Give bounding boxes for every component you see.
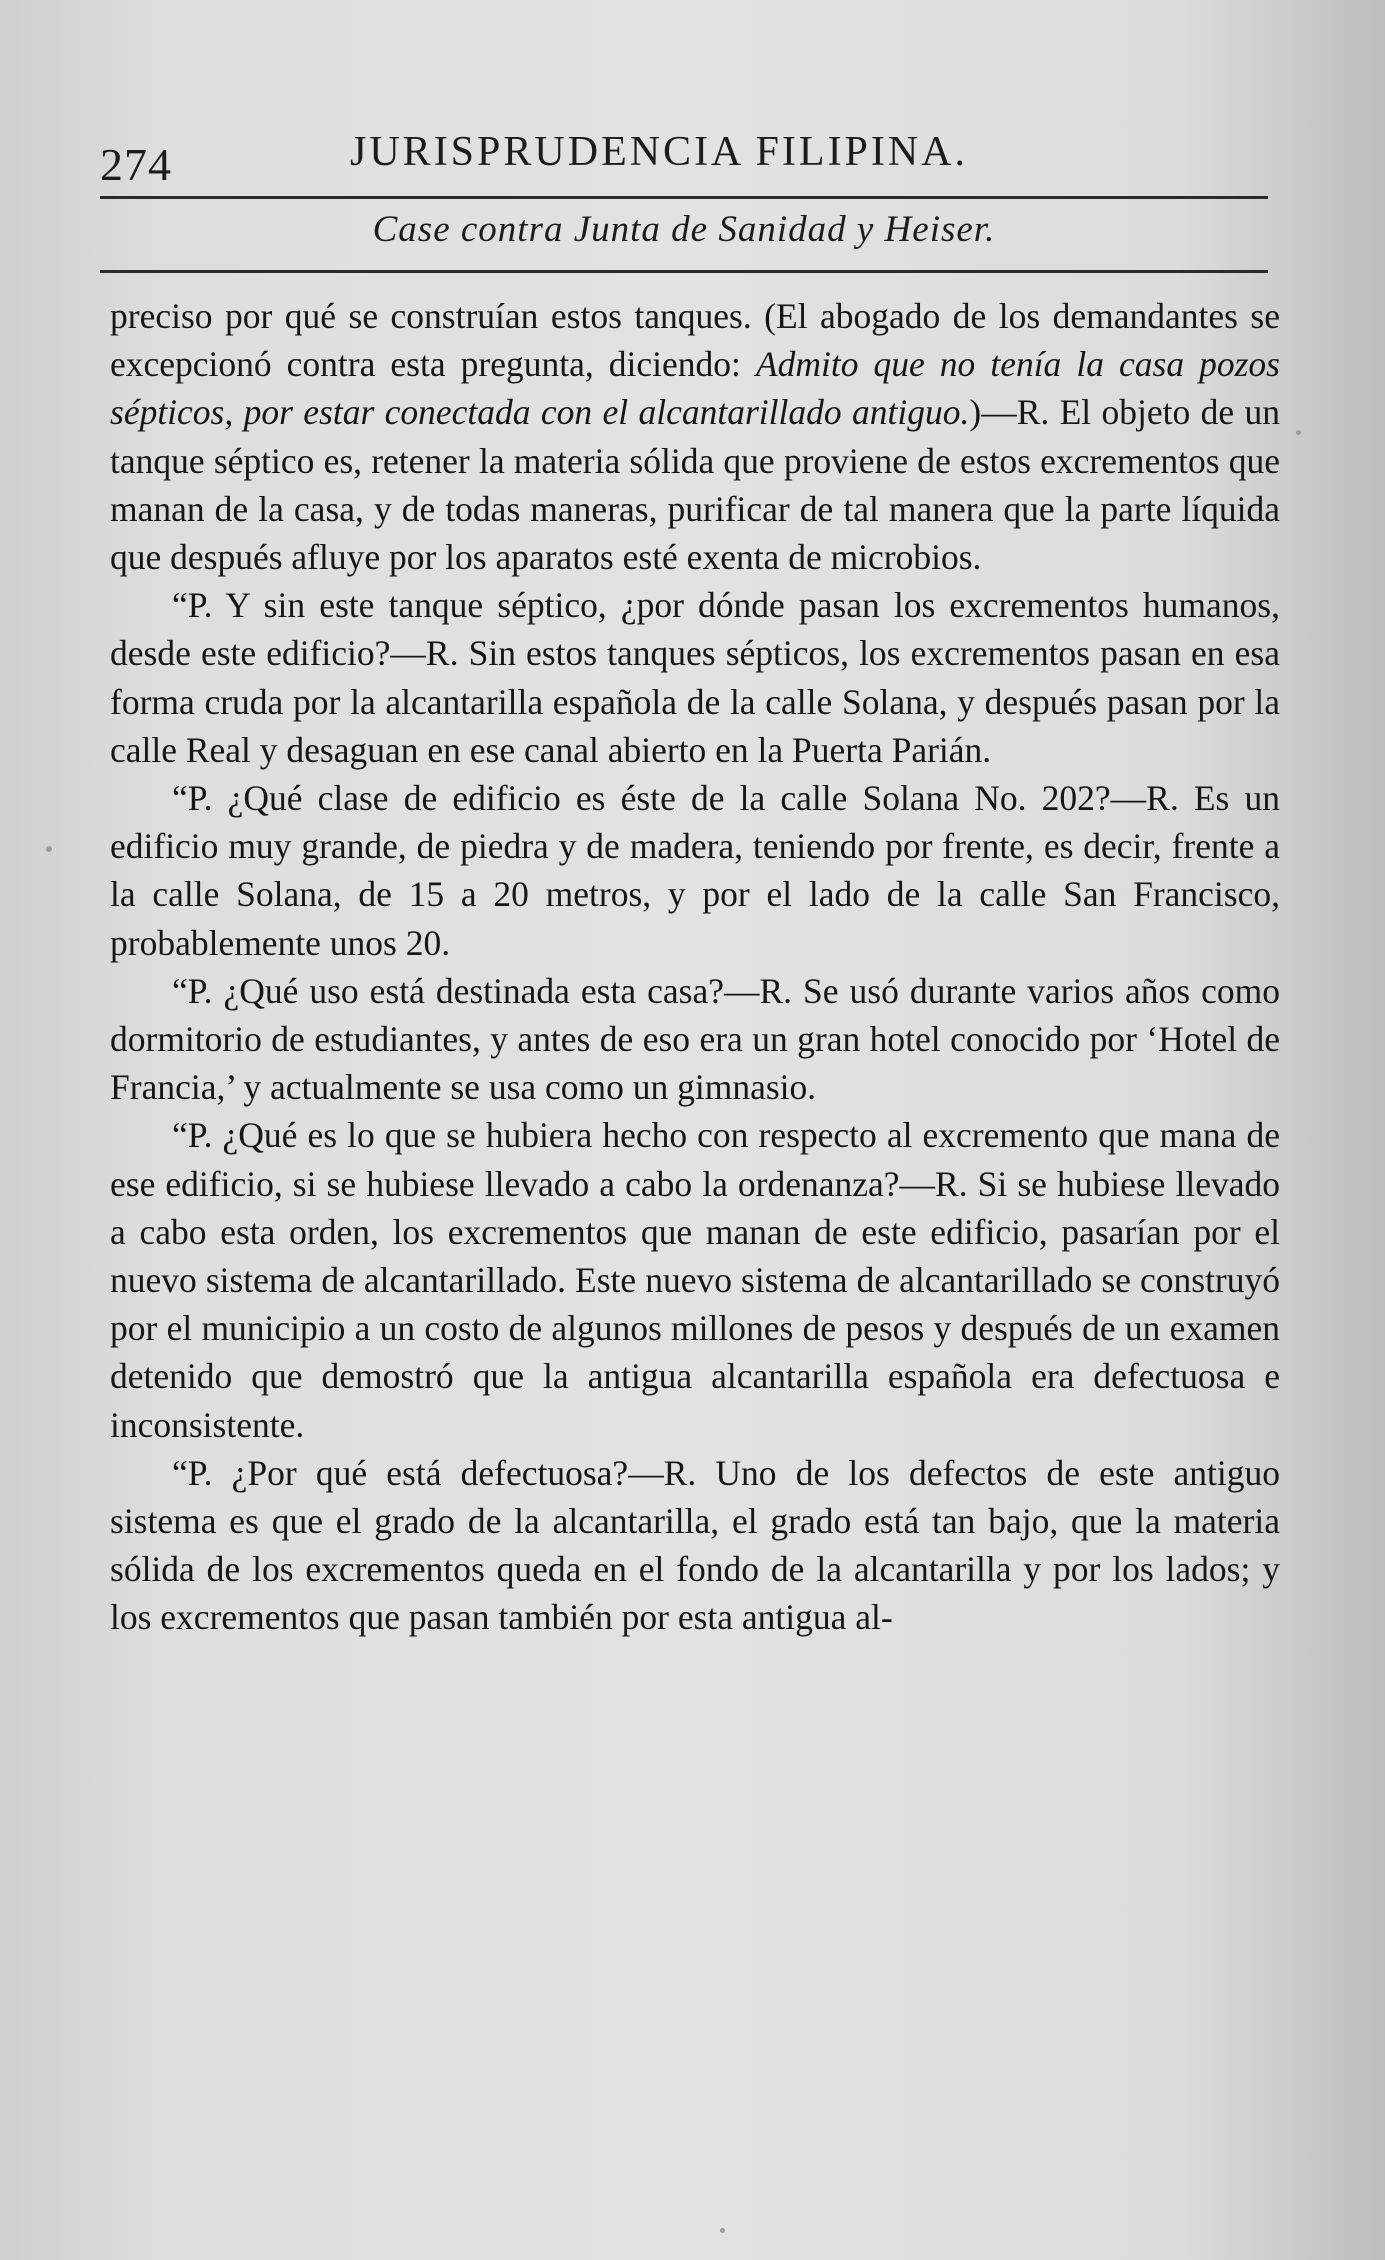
running-head bbox=[100, 128, 1270, 198]
paper-speck bbox=[1296, 430, 1301, 435]
paragraph: “P. ¿Qué es lo que se hubiera hecho con respecto al excremento que mana de ese edificio, si se hubiese llevado a cabo la ordenanza?—R. Si se hubiese llevado a cabo esta orden, los excrementos que manan de este edificio, pasarían por el nuevo sistema de alcantarillado. Este nuevo sistema de alcantarillado se construyó por el municipio a un costo de algunos millones de pesos y después de un examen detenido que demostró que la antigua alcantarilla española era defectuosa e inconsistente. bbox=[110, 1115, 1280, 1445]
body-text bbox=[110, 292, 1280, 1642]
journal-title: JURISPRUDENCIA FILIPINA. bbox=[350, 129, 969, 175]
paragraph: “P. ¿Qué clase de edificio es éste de la calle Solana No. 202?—R. Es un edificio muy grande, de piedra y de madera, teniendo por frente, es decir, frente a la calle Solana, de 15 a 20 metros, y por el lado de la calle San Francisco, probablemente unos 20. bbox=[110, 778, 1280, 963]
paragraph: “P. ¿Qué uso está destinada esta casa?—R. Se usó durante varios años como dormitorio de estudiantes, y antes de eso era un gran hotel conocido por ‘Hotel de Francia,’ y actualmente se usa como un gimnasio. bbox=[110, 970, 1280, 1108]
header-rule-top bbox=[100, 196, 1268, 199]
paragraph-text: )—R. El objeto de un tanque séptico es, retener la materia sólida que proviene de estos excrementos que manan de la casa, y de todas maneras, purificar de tal manera que la parte líquida que después afluye por los aparatos esté exenta de microbios. bbox=[110, 392, 1280, 578]
italic-quote: Admito que no tenía la casa pozos sépticos, por estar conectada con el alcantarillado antiguo. bbox=[110, 344, 1280, 433]
paper-speck bbox=[720, 2228, 725, 2233]
page-number: 274 bbox=[100, 139, 172, 190]
paragraph: “P. Y sin este tanque séptico, ¿por dónde pasan los excrementos humanos, desde este edificio?—R. Sin estos tanques sépticos, los excrementos pasan en esa forma cruda por la alcantarilla española de la calle Solana, y después pasan por la calle Real y desaguan en ese canal abierto en la Puerta Parián. bbox=[110, 585, 1280, 770]
header-rule-bottom bbox=[100, 270, 1268, 273]
paragraph-continuation bbox=[110, 292, 1280, 581]
paragraph: “P. ¿Por qué está defectuosa?—R. Uno de los defectos de este antiguo sistema es que el grado de la alcantarilla, el grado está tan bajo, que la materia sólida de los excrementos queda en el fondo de la alcantarilla y por los lados; y los excrementos que pasan también por esta antigua al- bbox=[110, 1452, 1280, 1638]
paper-speck bbox=[46, 846, 52, 852]
case-title: Case contra Junta de Sanidad y Heiser. bbox=[372, 209, 996, 250]
paragraph-text: preciso por qué se construían estos tanques. (El abogado de los demandantes se excepcionó contra esta pregunta, diciendo: bbox=[110, 296, 1280, 385]
